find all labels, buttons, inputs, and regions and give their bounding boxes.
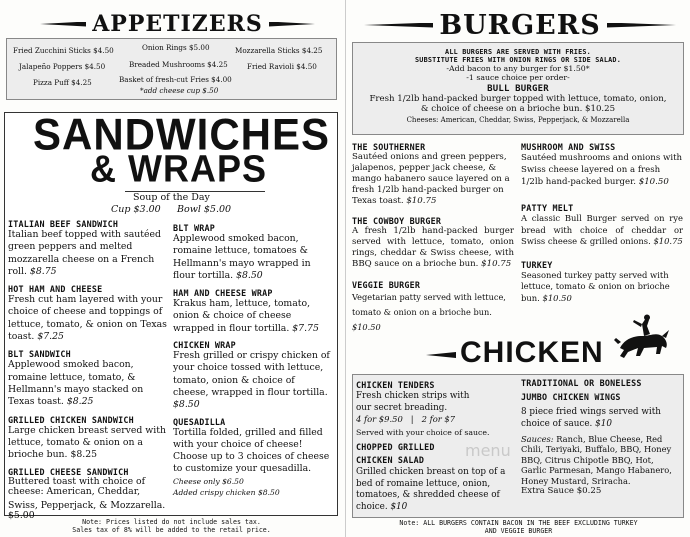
item-desc: A fresh 1/2lb hand-packed burger served with lettuce, tomato, onion rings, cheddar & Swiss cheese, with BBQ sauce on a brioche bun. <box>352 226 514 269</box>
burgers-title: BURGERS <box>439 9 601 41</box>
item-extra: Added crispy chicken $8.50 <box>173 487 280 497</box>
item-desc: Large chicken breast served with lettuce, tomato & onion on a brioche bun. <box>8 424 166 461</box>
item-name: CHICKEN SALAD <box>356 455 425 465</box>
item-desc: Fresh chicken strips with our secret breading. <box>356 391 470 413</box>
sandwich-column-1 <box>8 219 170 521</box>
menu-item <box>352 216 514 270</box>
burgers-info-box <box>352 42 684 135</box>
left-page <box>0 0 343 537</box>
menu-item <box>173 417 333 498</box>
item-name: BLT WRAP <box>173 223 215 233</box>
burger-column-1 <box>352 142 514 335</box>
appetizer-item: Onion Rings $5.00 <box>142 43 210 52</box>
sandwiches-box <box>4 109 338 522</box>
item-desc: Sautéed onions and green peppers, jalapenos, pepper jack cheese, & mango habanero sauce layered on a fresh 1/2lb hand-packed burger on Texas toast. <box>352 152 510 206</box>
item-name: HOT HAM AND CHEESE <box>8 284 103 295</box>
item-desc: A classic Bull Burger served on rye bread with choice of cheddar or Swiss cheese & grilled onions. <box>521 213 683 246</box>
item-name: BLT SANDWICH <box>8 349 71 360</box>
menu-item <box>521 142 683 188</box>
appetizers-title: APPETIZERS <box>92 11 263 37</box>
right-page <box>345 0 690 537</box>
item-desc: Grilled chicken breast on top of a bed of romaine lettuce, onion, tomatoes, & shredded cheese of choice. <box>356 467 506 512</box>
item-desc: 8 piece fried wings served with choice of sauce. <box>521 407 661 429</box>
item-price: $10.50 <box>352 322 381 332</box>
bull-burger-desc: Fresh 1/2lb hand-packed burger topped with lettuce, tomato, onion, & choice of cheese on a brioche bun. $10.25 <box>369 94 667 114</box>
burger-note: Note: ALL BURGERS CONTAIN BACON IN THE BEEF EXCLUDING TURKEY AND VEGGIE BURGER <box>399 519 638 535</box>
item-price: $10.50 <box>542 292 572 303</box>
appetizer-item: Pizza Puff $4.25 <box>33 78 92 87</box>
item-price: $7.75 <box>292 322 319 334</box>
item-name: CHICKEN WRAP <box>173 340 236 351</box>
item-desc: Fresh grilled or crispy chicken of your choice tossed with lettuce, tomato, onion & choice of cheese, wrapped in flour tortilla. <box>173 350 330 398</box>
menu-item <box>8 219 170 278</box>
item-price: $5.00 <box>8 510 35 522</box>
item-price: $10.75 <box>406 196 437 206</box>
item-price: $10.75 <box>653 236 683 246</box>
chicken-box <box>352 374 684 518</box>
extra-sauce: Extra Sauce $0.25 <box>521 486 602 497</box>
item-name: GRILLED CHICKEN SANDWICH <box>8 414 134 425</box>
soup-bowl-price: Bowl $5.00 <box>177 204 232 215</box>
tenders-option: 4 for $9.50 <box>356 414 403 424</box>
burgers-banner <box>364 8 676 42</box>
soup-of-the-day: Soup of the Day <box>133 192 210 203</box>
appetizer-item: Mozzarella Sticks $4.25 <box>235 46 323 55</box>
burger-info: -Add bacon to any burger for $1.50* <box>446 64 590 73</box>
item-desc: Fresh cut ham layered with your choice of cheese and toppings of lettuce, tomato, & onion on Texas toast. <box>8 294 167 343</box>
menu-item <box>173 340 333 411</box>
menu-item <box>352 280 514 335</box>
bull-rider-icon <box>614 314 672 358</box>
item-desc: Tortilla folded, grilled and filled with your choice of cheese! Choose up to 3 choices of cheese to customize your quesadilla. <box>173 426 330 475</box>
item-name: PATTY MELT <box>521 203 574 213</box>
appetizer-item: Breaded Mushrooms $4.25 <box>129 60 228 69</box>
item-price: $8.25 <box>66 396 94 408</box>
item-desc: Buttered toast with choice of cheese: American, Cheddar, <box>8 476 146 498</box>
item-desc: Vegetarian patty served with lettuce, tomato & onion on a brioche bun. <box>352 292 506 317</box>
sandwich-column-2 <box>173 223 333 498</box>
item-name: THE COWBOY BURGER <box>352 216 442 226</box>
menu-item <box>8 467 170 521</box>
item-price: $8.50 <box>173 399 200 411</box>
item-name: JUMBO CHICKEN WINGS <box>521 392 621 402</box>
appetizer-item: Fried Ravioli $4.50 <box>247 62 317 71</box>
burger-info: -1 sauce choice per order- <box>466 73 570 82</box>
item-desc: Sautéed mushrooms and onions with Swiss cheese layered on a fresh 1/2lb hand-packed burger. <box>521 153 683 187</box>
appetizer-item: Basket of fresh-cut Fries $4.00 <box>119 75 232 84</box>
item-price: $10 <box>390 501 408 512</box>
menu-watermark: menu <box>465 441 511 460</box>
item-name: GRILLED CHEESE SANDWICH <box>8 467 129 478</box>
item-name: ITALIAN BEEF SANDWICH <box>8 219 119 229</box>
chicken-column-1: CHICKEN TENDERS Fresh chicken strips with our secret breading. 4 for $9.50 | 2 for $7 Served with your choice of sauce. CHOPPED GRILLED CHICKEN SALAD Grilled chicken breast on top of a bed of romaine lettuce, onion, tomatoes, & shredded cheese of choice. $10 <box>356 380 516 513</box>
sauces-label: Sauces: <box>521 434 554 444</box>
item-name: THE SOUTHERNER <box>352 142 426 152</box>
item-name: TURKEY <box>521 259 553 270</box>
item-desc: Applewood smoked bacon, romaine lettuce, tomatoes & Hellmann's mayo wrapped in flour tortilla. <box>173 233 311 281</box>
appetizer-item: Jalapeño Poppers $4.50 <box>19 62 106 71</box>
wraps-title: & WRAPS <box>90 146 267 190</box>
item-desc: Krakus ham, lettuce, tomato, onion & choice of cheese wrapped in flour tortilla. <box>173 298 311 334</box>
sauces-list: Ranch, Blue Cheese, Red Chili, Teriyaki, Buffalo, BBQ, Honey BBQ, Citrus Chipotle BBQ, Hot, Garlic Parmesan, Mango Habanero, Honey Mustard, Sriracha. <box>521 434 672 486</box>
item-desc: Applewood smoked bacon, romaine lettuce, tomato, & Hellmann's mayo stacked on Texas toast. <box>8 359 144 408</box>
menu-item <box>521 260 683 305</box>
item-name: HAM AND CHEESE WRAP <box>173 288 273 299</box>
sandwiches-title: SANDWICHES <box>33 109 331 160</box>
appetizers-banner <box>40 10 315 38</box>
soup-cup-price: Cup $3.00 <box>111 204 161 215</box>
item-name: CHICKEN TENDERS <box>356 380 435 390</box>
bull-burger-name: BULL BURGER <box>487 84 549 94</box>
menu-item <box>8 415 170 462</box>
tenders-option: 2 for $7 <box>421 414 456 424</box>
item-name: MUSHROOM AND SWISS <box>521 142 616 152</box>
menu-item <box>173 223 333 282</box>
burger-info: SUBSTITUTE FRIES WITH ONION RINGS OR SIDE SALAD. <box>414 56 622 64</box>
item-price: $10 <box>595 419 612 429</box>
item-price: $7.25 <box>37 331 64 343</box>
item-price: $10.75 <box>481 259 512 269</box>
chicken-column-2 <box>521 378 681 496</box>
item-name: CHOPPED GRILLED <box>356 442 435 452</box>
chicken-banner <box>426 336 666 376</box>
appetizer-note: *add cheese cup $.50 <box>140 86 219 95</box>
item-name: QUESADILLA <box>173 416 226 427</box>
burger-column-2 <box>521 142 683 304</box>
chicken-title: CHICKEN <box>460 336 604 369</box>
sauce-note: Served with your choice of sauce. <box>356 428 490 437</box>
menu-item <box>173 288 333 335</box>
item-name: VEGGIE BURGER <box>352 280 421 290</box>
item-name: TRADITIONAL OR BONELESS <box>521 378 642 388</box>
item-price: $8.75 <box>29 265 57 277</box>
menu-item <box>352 142 514 207</box>
item-desc: Swiss, Pepperjack, & Mozzarella. <box>8 500 166 512</box>
appetizers-box <box>6 38 337 100</box>
item-extra: Cheese only $6.50 <box>173 476 244 486</box>
item-desc: Seasoned turkey patty served with lettuce, tomato & onion on brioche bun. <box>521 269 670 303</box>
menu-item <box>8 284 170 343</box>
item-price: $10.50 <box>638 177 669 187</box>
cheese-options: Cheeses: American, Cheddar, Swiss, Pepperjack, & Mozzarella <box>406 116 630 124</box>
item-desc: Italian beef topped with sautéed green peppers and melted mozzarella cheese on a French roll. <box>8 229 161 277</box>
menu-item <box>521 203 683 248</box>
menu-item <box>8 349 170 408</box>
item-price: $8.25 <box>70 449 98 461</box>
burger-info: ALL BURGERS ARE SERVED WITH FRIES. <box>445 48 591 56</box>
appetizer-item: Fried Zucchini Sticks $4.50 <box>13 46 114 55</box>
item-price: $8.50 <box>236 269 263 281</box>
tax-note: Note: Prices listed do not include sales tax. Sales tax of 8% will be added to the retail price. <box>72 518 271 534</box>
